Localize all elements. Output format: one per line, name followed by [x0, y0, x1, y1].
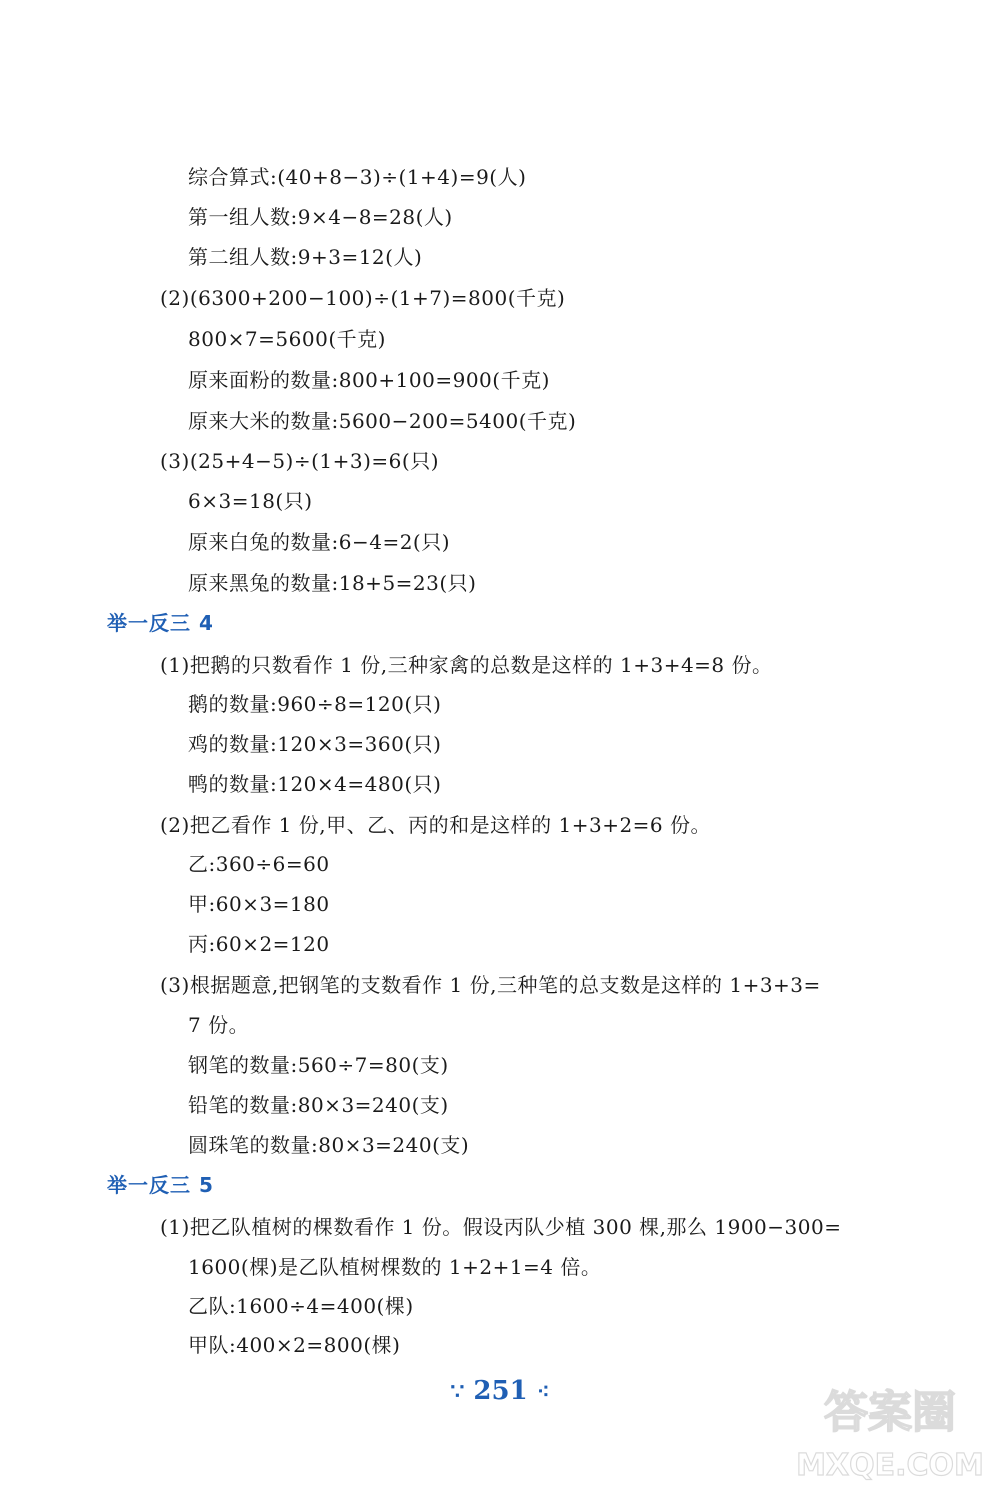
text-line: 鸭的数量:120×4=480(只) [188, 772, 442, 796]
text-line: 原来黑兔的数量:18+5=23(只) [188, 571, 477, 595]
text-line: 钢笔的数量:560÷7=80(支) [188, 1053, 449, 1077]
text-line: 800×7=5600(千克) [188, 327, 386, 351]
page-number-value: 251 [473, 1376, 528, 1406]
text-line: 甲队:400×2=800(棵) [188, 1333, 401, 1357]
text-line: 甲:60×3=180 [188, 892, 330, 916]
text-line: 鸡的数量:120×3=360(只) [188, 732, 442, 756]
text-line: (3)根据题意,把钢笔的支数看作 1 份,三种笔的总支数是这样的 1+3+3= [160, 973, 821, 997]
text-line: 丙:60×2=120 [188, 932, 330, 956]
text-line: 7 份。 [188, 1013, 250, 1037]
text-line: (2)把乙看作 1 份,甲、乙、丙的和是这样的 1+3+2=6 份。 [160, 813, 712, 837]
text-line: 第一组人数:9×4−8=28(人) [188, 205, 453, 229]
dots-decoration-left: ∵ [450, 1379, 465, 1405]
text-line: 铅笔的数量:80×3=240(支) [188, 1093, 449, 1117]
text-line: 圆珠笔的数量:80×3=240(支) [188, 1133, 470, 1157]
section-heading: 举一反三 4 [107, 611, 214, 635]
text-line: 鹅的数量:960÷8=120(只) [188, 692, 442, 716]
text-line: (1)把鹅的只数看作 1 份,三种家禽的总数是这样的 1+3+4=8 份。 [160, 653, 773, 677]
text-line: (2)(6300+200−100)÷(1+7)=800(千克) [160, 286, 566, 310]
text-line: (1)把乙队植树的棵数看作 1 份。假设丙队少植 300 棵,那么 1900−300= [160, 1215, 842, 1239]
section-heading: 举一反三 5 [107, 1173, 214, 1197]
text-line: 乙队:1600÷4=400(棵) [188, 1294, 414, 1318]
watermark-text: 答案圈 [824, 1387, 956, 1438]
text-line: 原来面粉的数量:800+100=900(千克) [188, 368, 550, 392]
text-line: 6×3=18(只) [188, 489, 313, 513]
text-line: 原来大米的数量:5600−200=5400(千克) [188, 409, 577, 433]
text-line: 1600(棵)是乙队植树棵数的 1+2+1=4 倍。 [188, 1255, 602, 1279]
text-line: (3)(25+4−5)÷(1+3)=6(只) [160, 449, 440, 473]
text-line: 综合算式:(40+8−3)÷(1+4)=9(人) [188, 165, 527, 189]
watermark-logo [790, 1377, 990, 1487]
text-line: 第二组人数:9+3=12(人) [188, 245, 423, 269]
text-line: 原来白兔的数量:6−4=2(只) [188, 530, 451, 554]
dots-decoration-right: ⁖ [536, 1379, 550, 1405]
text-line: 乙:360÷6=60 [188, 852, 330, 876]
watermark-url: MXQE.COM [796, 1448, 984, 1483]
